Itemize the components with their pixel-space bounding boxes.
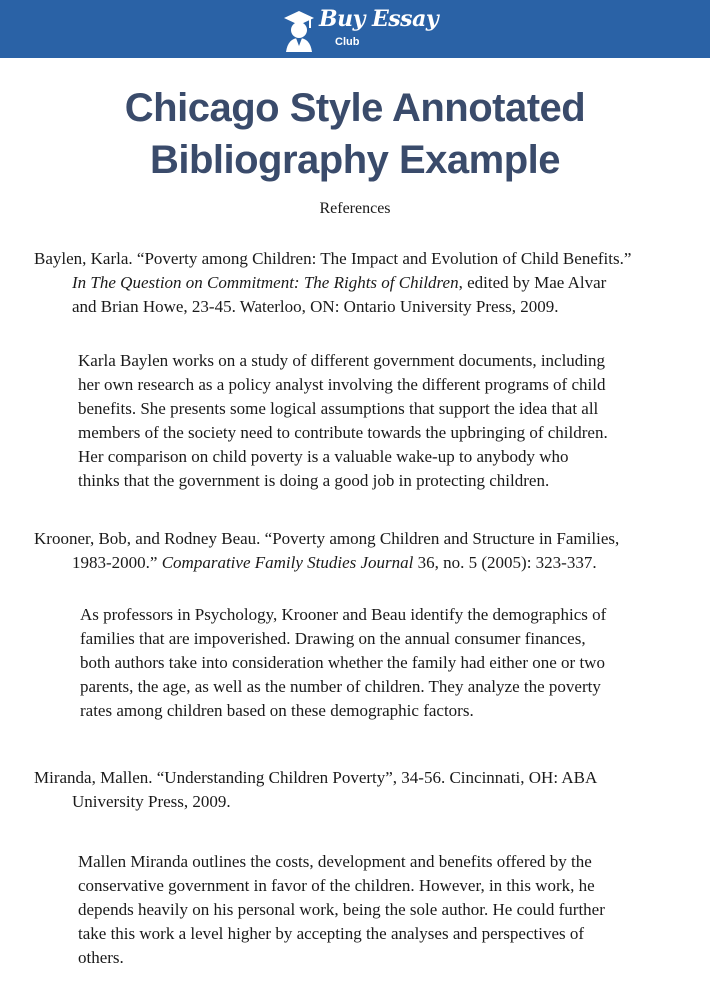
- annotation-line: members of the society need to contribute towards the upbringing of children.: [78, 423, 608, 442]
- page-title: [0, 82, 710, 186]
- annotation-line: thinks that the government is doing a good job in protecting children.: [78, 471, 550, 490]
- annotation-miranda: [78, 850, 605, 970]
- annotation-line: depends heavily on his personal work, being the sole author. He could further: [78, 900, 605, 919]
- citation-text: 1983-2000.”: [72, 553, 162, 572]
- annotation-line: families that are impoverished. Drawing on the annual consumer finances,: [80, 629, 586, 648]
- citation-italic: In The Question on Commitment: The Rights of Children: [72, 273, 459, 292]
- header-bar: [0, 0, 710, 58]
- citation-line: Krooner, Bob, and Rodney Beau. “Poverty among Children and Structure in Families,: [34, 529, 620, 548]
- annotation-baylen: [78, 349, 608, 493]
- annotation-line: parents, the age, as well as the number of children. They analyze the poverty: [80, 677, 601, 696]
- annotation-line: both authors take into consideration whether the family had either one or two: [80, 653, 605, 672]
- annotation-line: Karla Baylen works on a study of different government documents, including: [78, 351, 606, 370]
- citation-baylen: [34, 247, 631, 319]
- annotation-line: rates among children based on these demographic factors.: [80, 701, 474, 720]
- citation-text: 36, no. 5 (2005): 323-337.: [413, 553, 597, 572]
- brand-subtitle: Club: [335, 36, 360, 48]
- annotation-line: benefits. She presents some logical assumptions that support the idea that all: [78, 399, 599, 418]
- page-title-line-1: Chicago Style Annotated: [124, 86, 586, 130]
- citation-line: [34, 551, 619, 575]
- citation-line: University Press, 2009.: [72, 792, 231, 811]
- citation-italic: Comparative Family Studies Journal: [161, 553, 414, 572]
- graduate-icon: [282, 8, 316, 52]
- page-title-line-2: Bibliography Example: [149, 138, 561, 182]
- citation-line: Miranda, Mallen. “Understanding Children Poverty”, 34-56. Cincinnati, OH: ABA: [34, 768, 598, 787]
- annotation-line: conservative government in favor of the children. However, in this work, he: [78, 876, 595, 895]
- references-heading: References: [319, 200, 391, 217]
- citation-krooner: [34, 527, 619, 575]
- brand-logo[interactable]: [282, 4, 442, 54]
- citation-text: , edited by Mae Alvar: [458, 273, 607, 292]
- annotation-line: her own research as a policy analyst involving the different programs of child: [78, 375, 606, 394]
- annotation-line: take this work a level higher by accepting the analyses and perspectives of: [78, 924, 585, 943]
- citation-line: Baylen, Karla. “Poverty among Children: The Impact and Evolution of Child Benefits.”: [34, 249, 632, 268]
- annotation-line: As professors in Psychology, Krooner and Beau identify the demographics of: [80, 605, 607, 624]
- citation-line: [34, 271, 631, 295]
- citation-miranda: [34, 766, 597, 814]
- annotation-line: Her comparison on child poverty is a valuable wake-up to anybody who: [78, 447, 569, 466]
- citation-line: and Brian Howe, 23-45. Waterloo, ON: Ontario University Press, 2009.: [72, 297, 559, 316]
- annotation-line: Mallen Miranda outlines the costs, development and benefits offered by the: [78, 852, 592, 871]
- annotation-krooner: [80, 603, 606, 723]
- annotation-line: others.: [78, 948, 124, 967]
- brand-name: Buy Essay: [319, 6, 439, 32]
